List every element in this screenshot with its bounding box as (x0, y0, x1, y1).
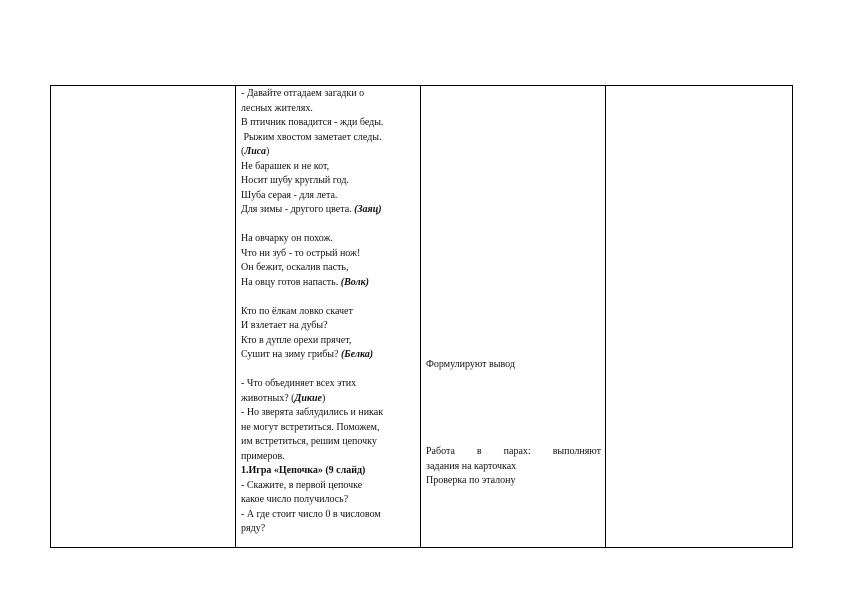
text-line: В птичник повадится - жди беды. (241, 117, 384, 128)
check-text: Проверка по эталону (426, 475, 516, 486)
text-line: - Давайте отгадаем загадки о (241, 88, 365, 99)
game-heading: 1.Игра «Цепочка» (9 слайд) (241, 465, 366, 476)
word: выполняют (552, 446, 601, 457)
text-line: Кто в дупле орехи прячет, (241, 334, 352, 346)
spacer (241, 218, 416, 233)
word: в (476, 446, 482, 457)
notes-cell (606, 86, 793, 548)
text-line: лесных жителях. (241, 102, 313, 114)
pair-work-block (426, 445, 601, 489)
word: парах: (503, 446, 531, 457)
lesson-table (50, 85, 793, 548)
text-line: какое число получилось? (241, 494, 349, 505)
riddle-answer-line: (Лиса) (241, 146, 270, 157)
text-line: им встретиться, решим цепочку (241, 436, 377, 447)
riddle-answer-line: Для зимы - другого цвета. (Заяц) (241, 204, 382, 215)
text-line: Он бежит, оскалив пасть, (241, 262, 349, 273)
text-line: Не барашек и не кот, (241, 160, 330, 172)
text-line: - Но зверята заблудились и никак (241, 407, 384, 418)
text-line: Шуба серая - для лета. (241, 189, 338, 201)
text-line: - Что объединяет всех этих (241, 378, 357, 389)
text-line: Носит шубу круглый год. (241, 175, 349, 186)
teacher-activity-cell (236, 86, 421, 548)
conclusion-text: Формулируют вывод (426, 359, 515, 370)
spacer (241, 290, 416, 305)
text-line: Что ни зуб - то острый нож! (241, 247, 361, 259)
student-activity-cell (421, 86, 606, 548)
question-answer: Дикие (294, 392, 322, 404)
riddle-answer: (Заяц) (354, 204, 382, 215)
text-line: примеров. (241, 450, 285, 462)
text-line: - А где стоит число 0 в числовом (241, 508, 381, 520)
word: Работа (426, 446, 455, 457)
text-line: Кто по ёлкам ловко скачет (241, 305, 353, 317)
riddle-answer: Лиса (244, 146, 266, 157)
pair-work-line-2: задания на карточках (426, 460, 517, 472)
teacher-activity-text (236, 86, 420, 537)
text-line: Рыжим хвостом заметает следы. (241, 131, 382, 143)
question-answer-line: животных? (Дикие) (241, 392, 326, 404)
riddle-answer-line: Сушит на зиму грибы? (Белка) (241, 349, 374, 360)
stage-cell (51, 86, 236, 548)
riddle-answer-line: На овцу готов напасть. (Волк) (241, 276, 370, 288)
pair-work-line (426, 445, 601, 460)
conclusion-block (426, 358, 601, 373)
riddle-answer: (Белка) (340, 349, 374, 360)
text-line: - Скажите, в первой цепочке (241, 479, 363, 491)
text-line: И взлетает на дубы? (241, 320, 328, 331)
riddle-answer: (Волк) (340, 276, 370, 288)
text-line: ряду? (241, 523, 266, 534)
table-row (51, 86, 793, 548)
spacer (241, 363, 416, 378)
text-line: На овчарку он похож. (241, 233, 333, 244)
text-line: не могут встретиться. Поможем, (241, 421, 380, 433)
